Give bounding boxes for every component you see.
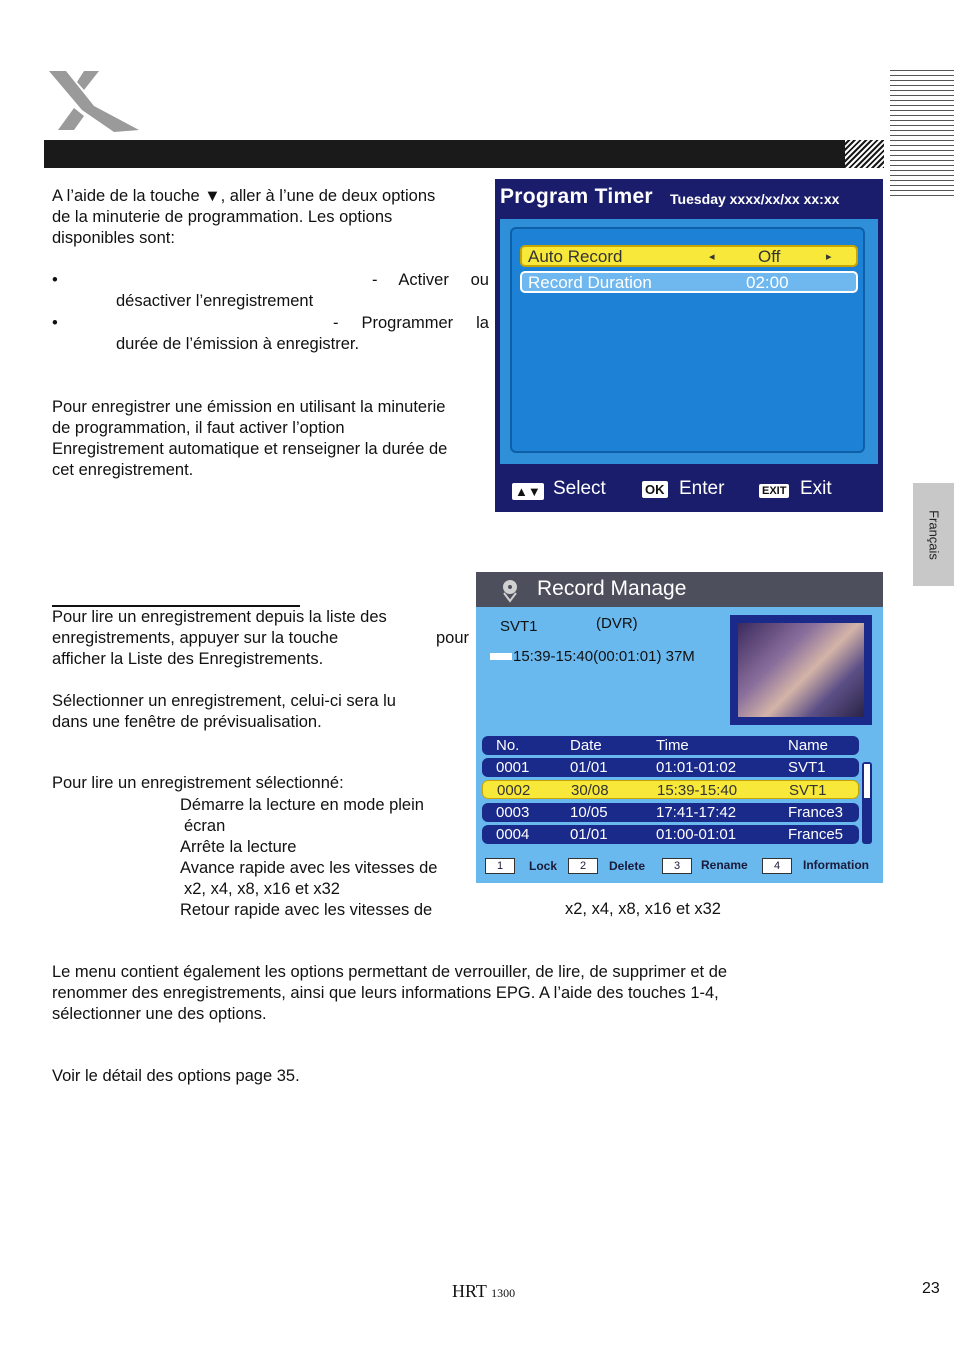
- bullet2-tail: - Programmer la: [333, 314, 489, 332]
- header-bar-hatch: [845, 140, 885, 168]
- text-line: de programmation, il faut activer l’option: [52, 419, 345, 437]
- cell-no: 0001: [496, 759, 530, 776]
- information-option[interactable]: Information: [803, 858, 869, 872]
- table-row[interactable]: [482, 758, 859, 777]
- cell-time: 01:00-01:01: [656, 826, 737, 843]
- key-3-icon: 3: [662, 858, 692, 874]
- ok-key-icon: OK: [642, 481, 668, 498]
- progress-icon: [490, 653, 512, 660]
- preview-window: [730, 615, 872, 725]
- enter-hint: Enter: [679, 478, 725, 499]
- table-row[interactable]: [482, 803, 859, 822]
- text-line: Sélectionner un enregistrement, celui-ci sera lu: [52, 692, 396, 710]
- text-line: pour: [435, 629, 469, 647]
- text-line: dans une fenêtre de prévisualisation.: [52, 713, 322, 731]
- key-4-icon: 4: [762, 858, 792, 874]
- preview-image: [738, 623, 864, 717]
- action-line: écran: [184, 817, 226, 835]
- table-header: [482, 736, 859, 755]
- playback-intro: Pour lire un enregistrement sélectionné:: [52, 774, 344, 792]
- record-duration-row[interactable]: [520, 271, 858, 293]
- page-number: 23: [922, 1280, 940, 1297]
- lock-option[interactable]: Lock: [529, 859, 558, 873]
- text-line: disponibles sont:: [52, 229, 175, 247]
- header-bar: [44, 140, 884, 168]
- text-line: Enregistrement automatique et renseigner la durée de: [52, 440, 448, 458]
- select-hint: Select: [553, 478, 606, 499]
- text-line: Le menu contient également les options permettant de verrouiller, de lire, de supprimer et de: [52, 963, 728, 981]
- brand-model: 1300: [491, 1286, 516, 1300]
- text-line: Pour enregistrer une émission en utilisant la minuterie: [52, 398, 446, 416]
- text-line: enregistrements, appuyer sur la touche: [52, 629, 339, 647]
- cell-date: 30/08: [571, 782, 609, 799]
- key-1-icon: 1: [485, 858, 515, 874]
- record-tag: (DVR): [596, 615, 638, 632]
- language-label: Français: [926, 509, 941, 560]
- column-header: Name: [788, 737, 829, 754]
- arrow-left-icon[interactable]: ◂: [709, 251, 715, 263]
- cell-no: 0003: [496, 804, 530, 821]
- action-line: x2, x4, x8, x16 et x32: [565, 900, 721, 918]
- record-manage-header: [476, 572, 883, 607]
- cell-date: 10/05: [570, 804, 608, 821]
- scrollbar-thumb[interactable]: [864, 764, 870, 798]
- record-list-paragraph: [52, 607, 469, 670]
- film-reel-icon: [500, 577, 520, 603]
- intro-paragraph: [52, 186, 489, 249]
- brand-logo: [44, 68, 144, 138]
- bullet2-continued: durée de l’émission à enregistrer.: [116, 335, 360, 353]
- program-timer-screen: [495, 179, 883, 512]
- bullet-dot: •: [52, 271, 58, 289]
- options-reference: Voir le détail des options page 35.: [52, 1067, 300, 1085]
- action-line: Démarre la lecture en mode plein: [180, 796, 424, 814]
- text-line: Pour lire un enregistrement depuis la liste des: [52, 608, 387, 626]
- cell-time: 17:41-17:42: [656, 804, 737, 821]
- action-line: x2, x4, x8, x16 et x32: [184, 880, 340, 898]
- record-manage-title: Record Manage: [537, 577, 687, 600]
- arrow-right-icon[interactable]: ▸: [826, 251, 832, 263]
- record-duration-label: Record Duration: [528, 273, 652, 292]
- record-details: 15:39-15:40(00:01:01) 37M: [513, 648, 695, 665]
- table-row[interactable]: [482, 780, 859, 799]
- cell-time: 15:39-15:40: [657, 782, 738, 799]
- text-line: afficher la Liste des Enregistrements.: [52, 650, 324, 668]
- timer-paragraph: [52, 397, 489, 481]
- table-row[interactable]: [482, 825, 859, 844]
- auto-record-label: Auto Record: [528, 247, 623, 266]
- auto-record-row[interactable]: [520, 245, 858, 267]
- column-header: Time: [656, 737, 689, 754]
- cell-name: France3: [788, 804, 844, 821]
- text-line: de la minuterie de programmation. Les options: [52, 208, 393, 226]
- updown-key-icon: ▲▼: [512, 483, 544, 500]
- column-header: Date: [570, 737, 602, 754]
- action-line: Arrête la lecture: [180, 838, 297, 856]
- program-timer-footer: [495, 465, 883, 512]
- auto-record-value: Off: [758, 247, 781, 266]
- rename-option[interactable]: Rename: [701, 858, 748, 872]
- record-manage-screen: [476, 572, 883, 883]
- key-2-icon: 2: [568, 858, 598, 874]
- program-timer-title: Program Timer: [500, 185, 653, 208]
- cell-time: 01:01-01:02: [656, 759, 737, 776]
- scrollbar[interactable]: [862, 762, 872, 844]
- record-manage-footer: [476, 853, 883, 883]
- cell-no: 0004: [496, 826, 530, 843]
- record-info-panel: [476, 607, 883, 733]
- record-duration-value: 02:00: [746, 273, 789, 292]
- bullet-dot: •: [52, 314, 58, 332]
- action-line: Retour rapide avec les vitesses de: [180, 901, 433, 919]
- action-line: Avance rapide avec les vitesses de: [180, 859, 438, 877]
- language-tab: [913, 483, 954, 586]
- program-timer-date: Tuesday xxxx/xx/xx xx:xx: [670, 191, 840, 207]
- program-timer-panel: [510, 227, 865, 453]
- exit-key-icon: EXIT: [759, 484, 789, 498]
- delete-option[interactable]: Delete: [609, 859, 646, 873]
- side-decoration: [890, 70, 954, 196]
- text-line: A l’aide de la touche ▼, aller à l’une de deux options: [52, 187, 436, 205]
- cell-name: France5: [788, 826, 844, 843]
- preview-paragraph: [52, 691, 469, 733]
- cell-no: 0002: [497, 782, 531, 799]
- brand-name: HRT: [452, 1281, 487, 1301]
- cell-name: SVT1: [788, 759, 826, 776]
- options-paragraph: [52, 962, 875, 1025]
- program-timer-header: [495, 179, 883, 217]
- column-header: No.: [496, 737, 520, 754]
- playback-actions: [180, 795, 437, 921]
- exit-hint: Exit: [800, 478, 832, 499]
- text-line: renommer des enregistrements, ainsi que leurs informations EPG. A l’aide des touches 1-4,: [52, 984, 719, 1002]
- program-timer-body: [500, 219, 878, 464]
- record-channel: SVT1: [500, 618, 538, 635]
- text-line: cet enregistrement.: [52, 461, 194, 479]
- bullet1-tail: - Activer ou: [372, 271, 489, 289]
- bullet1-continued: désactiver l’enregistrement: [116, 292, 314, 310]
- footer-brand: [452, 1281, 515, 1302]
- text-line: sélectionner une des options.: [52, 1005, 267, 1023]
- cell-name: SVT1: [789, 782, 827, 799]
- cell-date: 01/01: [570, 759, 608, 776]
- cell-date: 01/01: [570, 826, 608, 843]
